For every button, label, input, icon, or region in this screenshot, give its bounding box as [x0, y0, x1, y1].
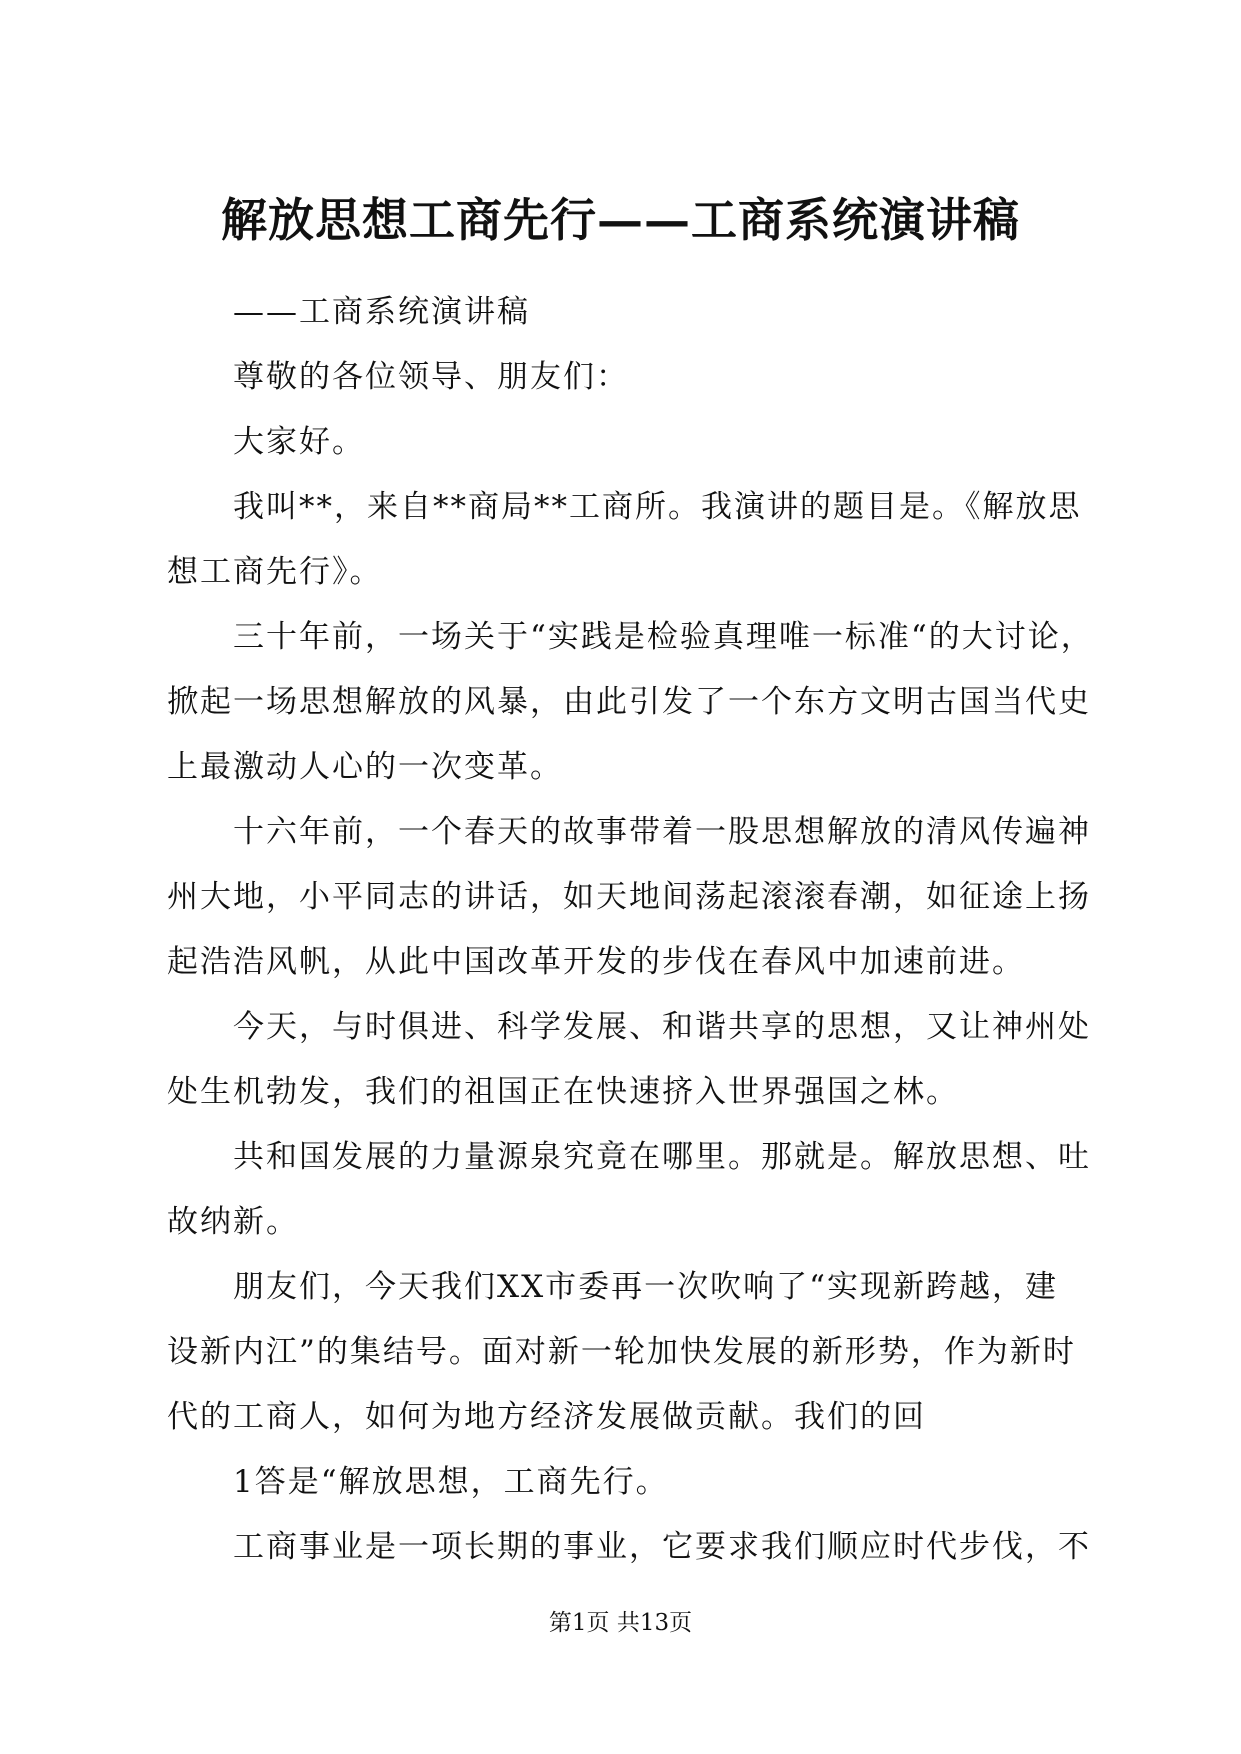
paragraph-line: 朋友们，今天我们XX市委再一次吹响了“实现新跨越，建: [233, 1269, 1058, 1305]
paragraph-line: 掀起一场思想解放的风暴，由此引发了一个东方文明古国当代史: [167, 684, 1091, 720]
paragraph-line: 州大地，小平同志的讲话，如天地间荡起滚滚春潮，如征途上扬: [167, 879, 1091, 915]
document-title: 解放思想工商先行——工商系统演讲稿: [221, 193, 1020, 247]
paragraph-line: 想工商先行》。: [167, 554, 383, 590]
document-body: [167, 288, 1094, 1571]
paragraph-line: 处生机勃发，我们的祖国正在快速挤入世界强国之林。: [167, 1074, 959, 1110]
paragraph-line: 1答是“解放思想，工商先行。: [233, 1464, 669, 1500]
paragraph-line: 代的工商人，如何为地方经济发展做贡献。我们的回: [167, 1399, 926, 1435]
paragraph-line: 我叫**，来自**商局**工商所。我演讲的题目是。《解放思: [233, 489, 1082, 525]
paragraph-line: 上最激动人心的一次变革。: [167, 749, 563, 785]
subtitle-line: ——工商系统演讲稿: [233, 294, 530, 330]
page-footer: 第1页 共13页: [548, 1610, 693, 1636]
paragraph-line: 十六年前，一个春天的故事带着一股思想解放的清风传遍神: [233, 814, 1091, 850]
greeting-line: 大家好。: [233, 424, 365, 460]
paragraph-line: 故纳新。: [167, 1204, 299, 1240]
paragraph-line: 起浩浩风帆，从此中国改革开发的步伐在春风中加速前进。: [167, 944, 1025, 980]
salutation-line: 尊敬的各位领导、朋友们：: [233, 359, 629, 395]
paragraph-line: 设新内江”的集结号。面对新一轮加快发展的新形势，作为新时: [167, 1334, 1076, 1370]
paragraph-line: 工商事业是一项长期的事业，它要求我们顺应时代步伐，不: [233, 1529, 1091, 1565]
paragraph-line: 三十年前，一场关于“实践是检验真理唯一标准“的大讨论，: [233, 619, 1094, 655]
paragraph-line: 共和国发展的力量源泉究竟在哪里。那就是。解放思想、吐: [233, 1139, 1091, 1175]
paragraph-line: 今天，与时俱进、科学发展、和谐共享的思想，又让神州处: [233, 1009, 1091, 1045]
